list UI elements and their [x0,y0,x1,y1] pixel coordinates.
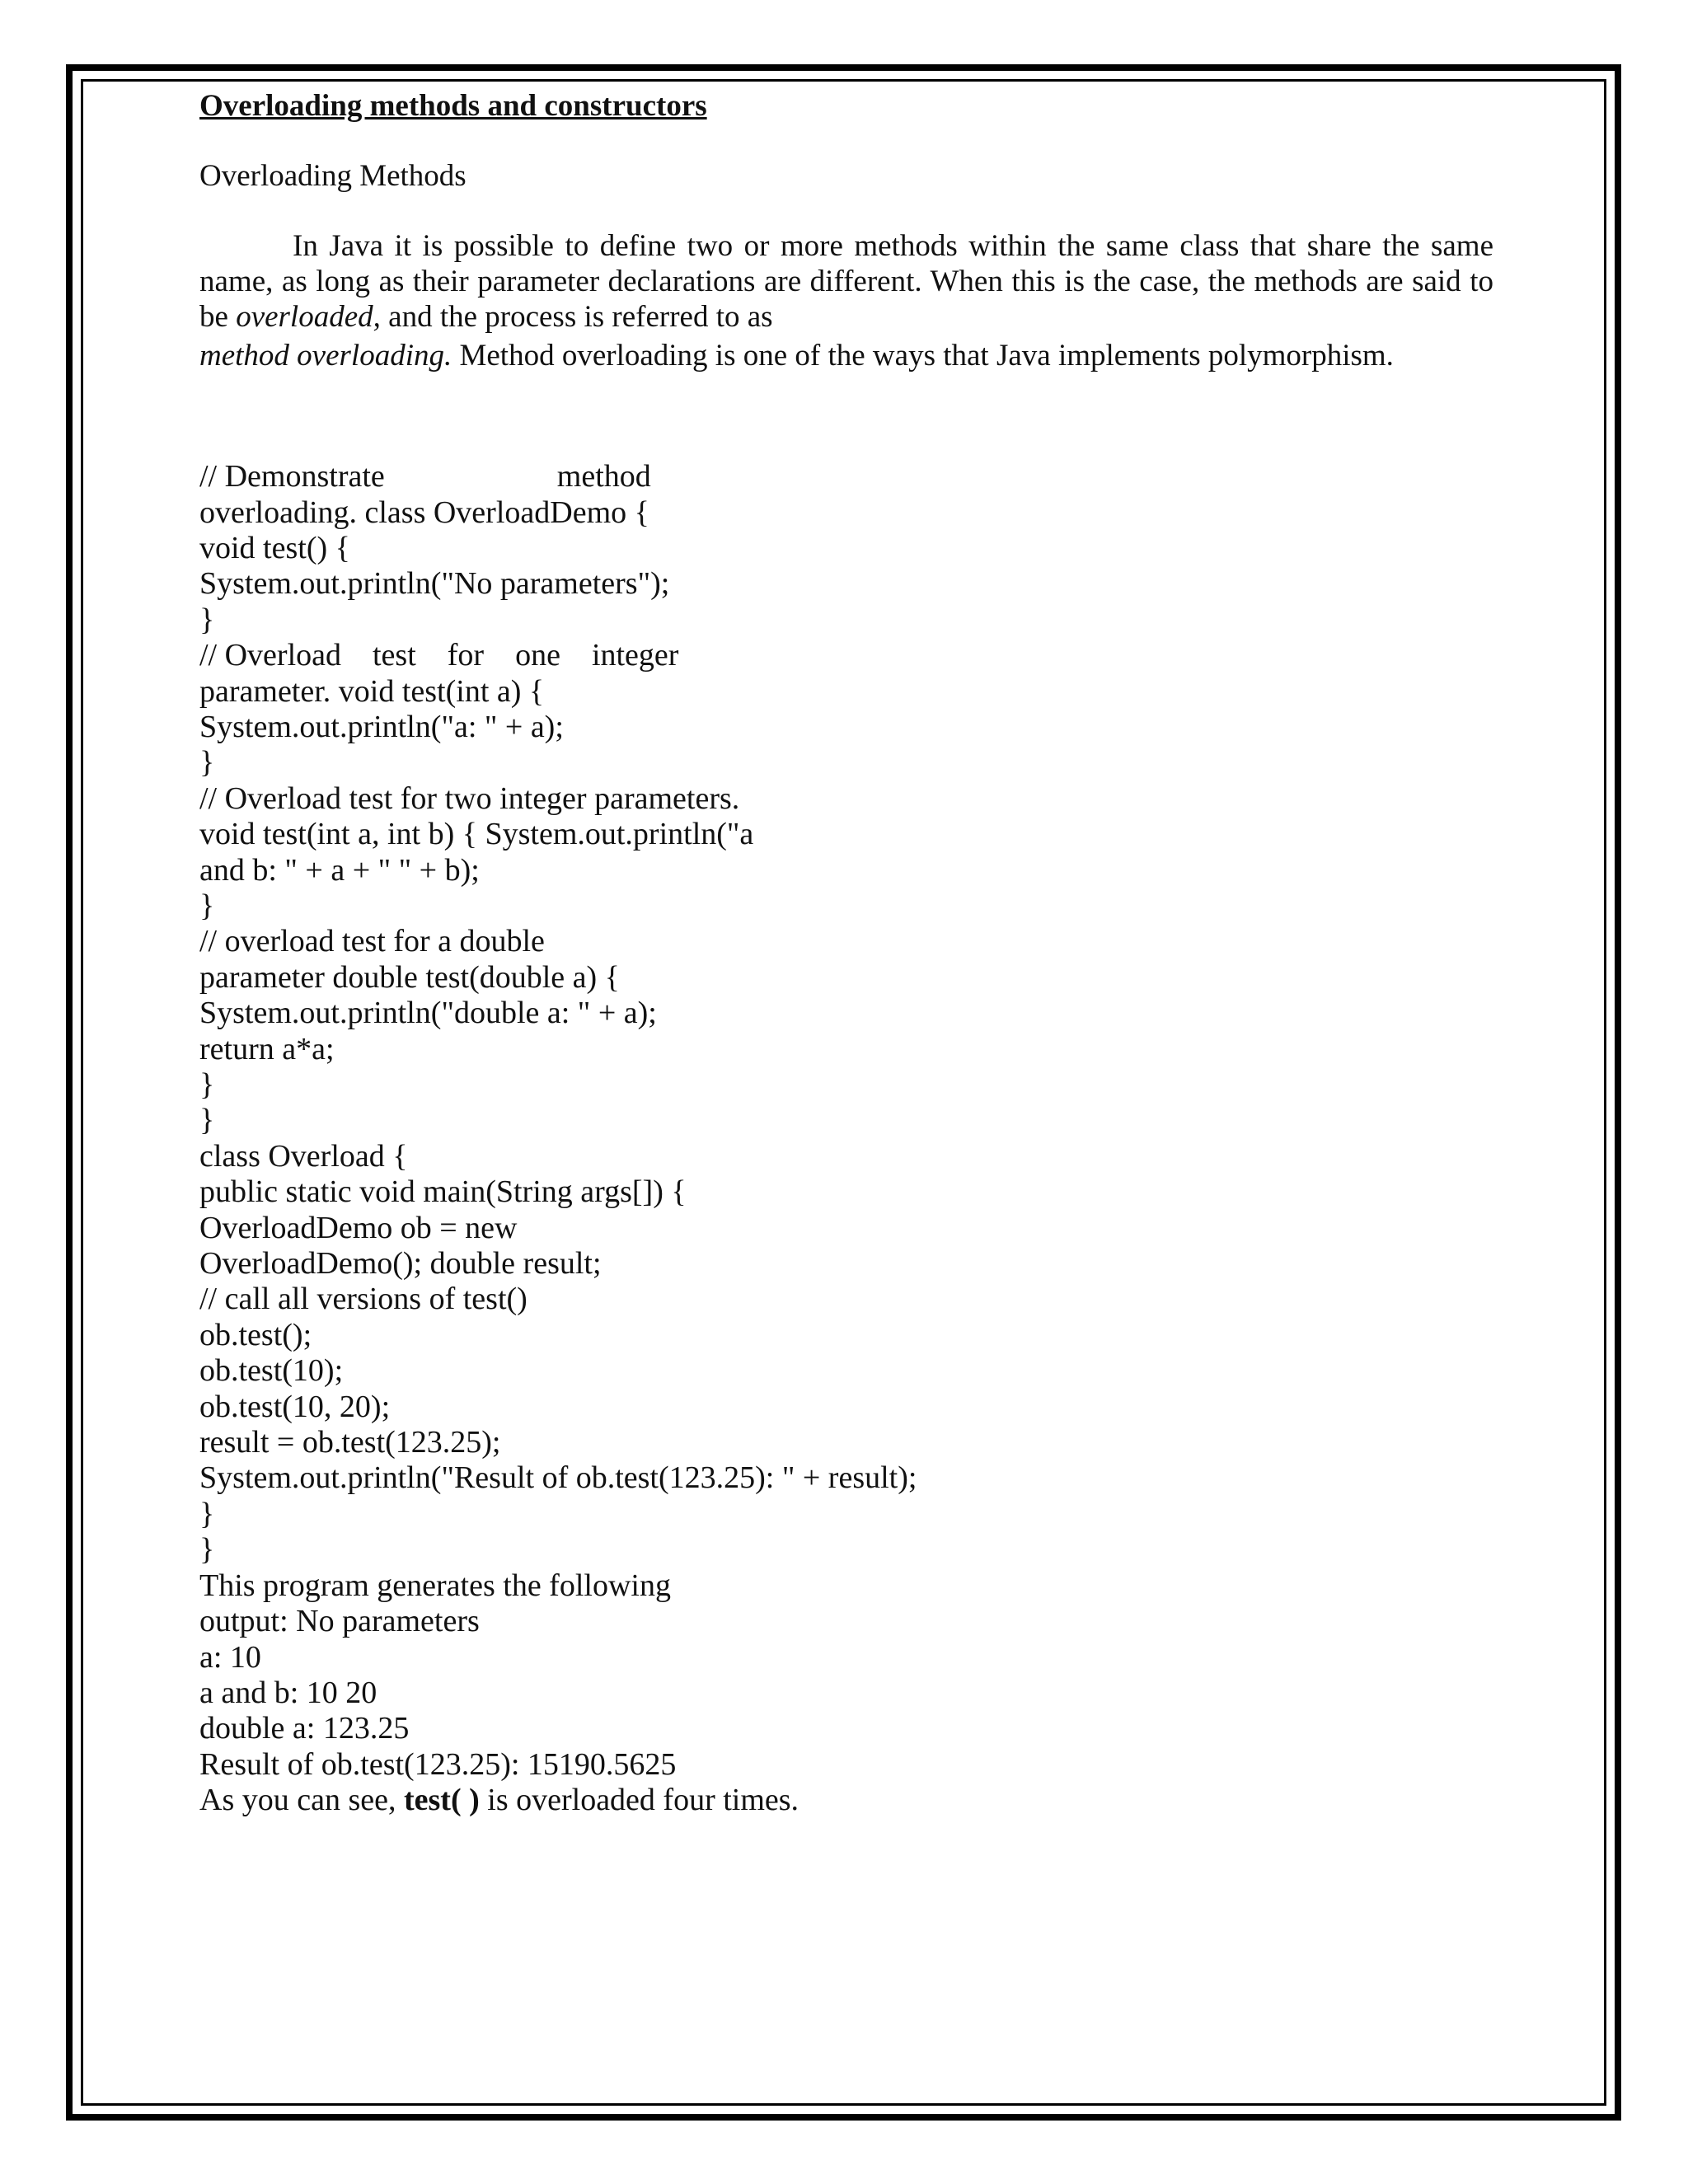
code-line: System.out.println("a: " + a); [199,709,564,744]
code-line: System.out.println("double a: " + a); [199,996,657,1031]
closing-term-test: test( ) [403,1783,480,1818]
code-line: result = ob.test(123.25); [199,1425,501,1460]
output-line: a: 10 [199,1639,261,1675]
intro-text-1: In Java it is possible to define two or more methods within the same class that share the same name, as long as their parameter declarations are different. When this is the case, the methods are said to be [199,229,1493,335]
code-line: ob.test(10); [199,1353,344,1389]
output-line: This program generates the following [199,1568,671,1603]
code-line: void test(int a, int b) { System.out.println("a [199,817,754,852]
code-line: // overload test for a double [199,924,545,959]
code-line: overloading. class OverloadDemo { [199,494,649,530]
code-line: parameter double test(double a) { [199,959,620,995]
code-line: parameter. void test(int a) { [199,673,545,709]
code-line: void test() { [199,530,350,565]
code-line: } [199,1103,215,1138]
closing-text-1: As you can see, [199,1783,404,1818]
code-line: } [199,1532,215,1568]
intro-term-method-overloading: method overloading. [199,339,452,373]
code-line: ob.test(); [199,1317,312,1352]
intro-text-3: Method overloading is one of the ways that Java implements polymorphism. [452,339,1394,373]
output-line: double a: 123.25 [199,1711,410,1746]
code-line: OverloadDemo(); double result; [199,1246,602,1282]
output-line: a and b: 10 20 [199,1675,377,1710]
code-line: } [199,888,215,923]
code-line: } [199,602,215,637]
code-line: return a*a; [199,1031,335,1066]
intro-term-overloaded: overloaded, [236,300,381,335]
document-body [199,89,1493,1819]
code-line: System.out.println("No parameters"); [199,566,670,602]
output-line: output: No parameters [199,1604,480,1639]
intro-text-2: and the process is referred to as [380,300,773,335]
program-output [199,1568,1493,1819]
code-listing [199,459,1493,1568]
code-line: } [199,745,215,780]
code-line: } [199,1067,215,1102]
output-line: Result of ob.test(123.25): 15190.5625 [199,1746,677,1782]
closing-text-2: is overloaded four times. [479,1783,799,1818]
code-line: public static void main(String args[]) { [199,1174,687,1210]
intro-paragraph [199,228,1493,335]
code-line: // Demonstrate method [199,459,651,494]
code-line: } [199,1496,215,1531]
intro-paragraph-continued [199,338,1493,373]
code-line: and b: " + a + " " + b); [199,852,480,888]
section-heading: Overloading Methods [199,158,467,193]
code-line: System.out.println("Result of ob.test(123.25): " + result); [199,1460,917,1496]
code-line: class Overload { [199,1138,408,1174]
page-title: Overloading methods and constructors [199,89,707,123]
code-line: ob.test(10, 20); [199,1389,391,1424]
code-line: // Overload test for two integer parameters. [199,780,740,816]
closing-sentence [199,1783,1493,1818]
code-line: // Overload test for one integer [199,638,679,673]
code-line: // call all versions of test() [199,1282,528,1317]
code-line: OverloadDemo ob = new [199,1210,518,1245]
